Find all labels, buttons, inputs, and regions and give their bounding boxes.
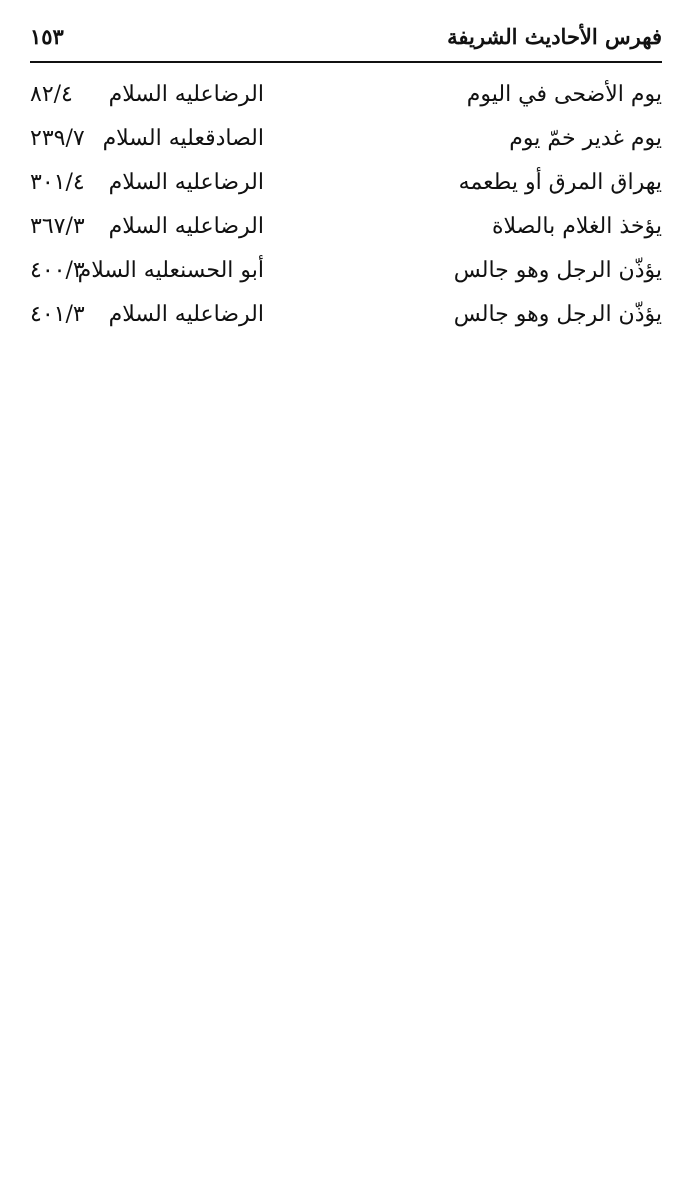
volume-page-reference: ٤٠١/٣: [30, 302, 85, 327]
hadith-index-list: [30, 78, 662, 342]
page-header: [30, 20, 662, 60]
volume-page-reference: ٤٠٠/٣: [30, 258, 85, 283]
volume-page-reference: ٣٠١/٤: [30, 170, 85, 195]
hadith-text: يؤخذ الغلام بالصلاة: [491, 214, 662, 239]
header-divider: [30, 61, 662, 63]
volume-page-reference: ٨٢/٤: [30, 82, 73, 107]
index-row: [30, 298, 662, 342]
narrator-name: الرضاعليه السلام: [108, 302, 264, 327]
index-row: [30, 166, 662, 210]
hadith-text: يهراق المرق أو يطعمه: [458, 170, 662, 195]
index-row: [30, 210, 662, 254]
index-row: [30, 254, 662, 298]
volume-page-reference: ٢٣٩/٧: [30, 126, 85, 151]
index-row: [30, 78, 662, 122]
hadith-text: يؤذّن الرجل وهو جالس: [453, 258, 662, 283]
narrator-name: الرضاعليه السلام: [108, 82, 264, 107]
hadith-text: يوم غدير خمّ يوم: [509, 126, 662, 151]
narrator-name: الرضاعليه السلام: [108, 170, 264, 195]
volume-page-reference: ٣٦٧/٣: [30, 214, 85, 239]
page-number: ١٥٣: [30, 24, 64, 49]
page-title: فهرس الأحاديث الشريفة: [447, 24, 662, 49]
narrator-name: أبو الحسنعليه السلام: [77, 258, 264, 283]
narrator-name: الصادقعليه السلام: [102, 126, 264, 151]
hadith-text: يوم الأضحى في اليوم: [466, 82, 662, 107]
hadith-text: يؤذّن الرجل وهو جالس: [453, 302, 662, 327]
narrator-name: الرضاعليه السلام: [108, 214, 264, 239]
index-row: [30, 122, 662, 166]
